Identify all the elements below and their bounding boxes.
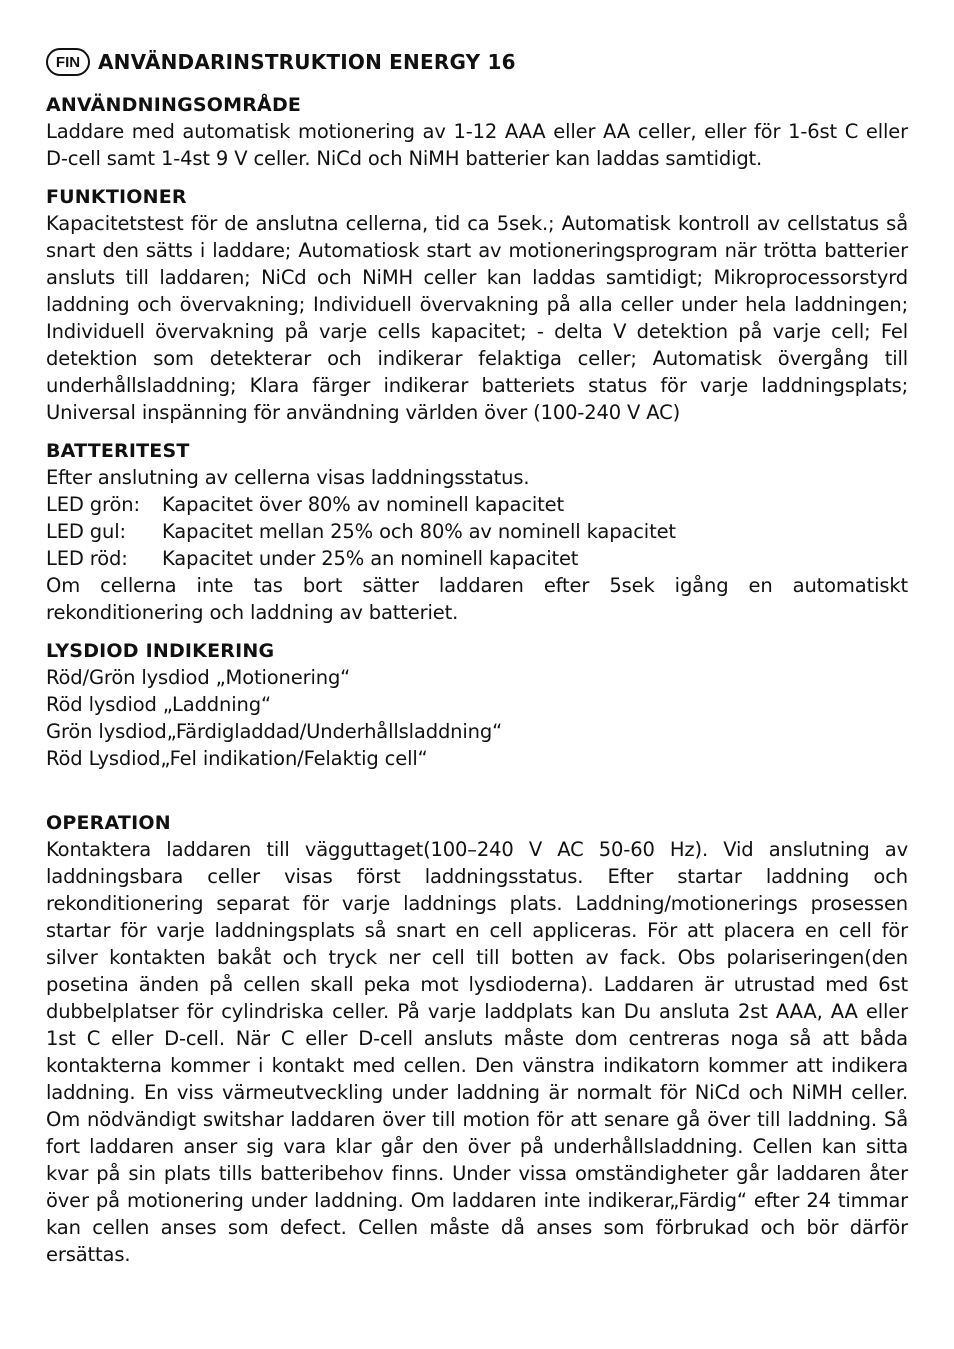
document-title: ANVÄNDARINSTRUKTION ENERGY 16	[98, 50, 516, 74]
led-indication-line: Röd Lysdiod„Fel indikation/Felaktig cell“	[46, 747, 428, 770]
led-label: LED grön:	[46, 493, 140, 516]
led-label: LED gul:	[46, 520, 126, 543]
section-text: Kontaktera laddaren till vägguttaget(100–240 V AC 50-60 Hz). Vid anslutning av laddningsbara celler visas först laddningsstatus. Efter startar laddning och rekonditionering separat för varje laddnings plats. Laddning/motionerings prosessen startar för varje laddningsplats så snart en cell appliceras. För att placera en cell för silver kontakten bakåt och tryck ner cell till botten av fack. Obs polariseringen(den posetina änden på cellen skall peka mot lysdioderna). Laddaren är utrustad med 6st dubbelplatser för cylindriska celler. På varje laddplats kan Du ansluta 2st AAA, AA eller 1st C eller D-cell. När C eller D-cell ansluts måste dom centreras noga så att båda kontakterna kommer i kontakt med cellen. Den vänstra indikatorn kommer att indikera laddning. En viss värmeutveckling under laddning är normalt för NiCd och NiMH celler. Om nödvändigt switshar laddaren över till motion för att senare gå över till laddning. Så fort laddaren anser sig vara klar går den över på underhållsladdning. Cellen kan sitta kvar på sin plats tills batteribehov finns. Under vissa omständigheter går laddaren åter över på motionering under laddning. Om laddaren inte indikerar„Färdig“ efter 24 timmar kan cellen anses som defect. Cellen måste då anses som förbrukad och bör därför ersättas.	[46, 838, 908, 1266]
section-heading: BATTERITEST	[46, 440, 190, 462]
battery-test-outro: Om cellerna inte tas bort sätter laddaren efter 5sek igång en automatiskt rekonditionering och laddning av batteriet.	[46, 574, 908, 624]
section-heading: ANVÄNDNINGSOMRÅDE	[46, 94, 302, 116]
led-description: Kapacitet mellan 25% och 80% av nominell kapacitet	[162, 520, 676, 543]
section-text: Kapacitetstest för de anslutna cellerna, tid ca 5sek.; Automatisk kontroll av cellstatus så snart den sätts i laddare; Automatiosk start av motioneringsprogram när trötta batterier ansluts till laddaren; NiCd och NiMH celler kan laddas samtidigt; Mikroprocessorstyrd laddning och övervakning; Individuell övervakning på alla celler under hela laddningen; Individuell övervakning på varje cells kapacitet; - delta V detektion på varje cell; Fel detektion som detekterar och indikerar felaktiga celler; Automatisk övergång till underhållsladdning; Klara färger indikerar batteriets status för varje laddningsplats; Universal inspänning för användning världen över (100-240 V AC)	[46, 212, 908, 424]
led-status-row	[46, 545, 908, 572]
spacer	[46, 784, 908, 810]
battery-test-intro: Efter anslutning av cellerna visas laddningsstatus.	[46, 466, 530, 489]
section-operation	[46, 810, 908, 1268]
led-description: Kapacitet över 80% av nominell kapacitet	[162, 493, 565, 516]
section-functions	[46, 184, 908, 426]
led-status-row	[46, 491, 908, 518]
section-battery-test	[46, 438, 908, 626]
section-text: Laddare med automatisk motionering av 1-12 AAA eller AA celler, eller för 1-6st C eller D-cell samt 1-4st 9 V celler. NiCd och NiMH batterier kan laddas samtidigt.	[46, 120, 908, 170]
section-heading: FUNKTIONER	[46, 186, 187, 208]
led-label: LED röd:	[46, 547, 128, 570]
section-usage	[46, 92, 908, 172]
led-indication-line: Röd lysdiod „Laddning“	[46, 693, 271, 716]
led-indication-line: Grön lysdiod„Färdigladdad/Underhållsladdning“	[46, 720, 503, 743]
section-led-indication	[46, 638, 908, 772]
language-badge: FIN	[46, 48, 90, 76]
section-heading: OPERATION	[46, 812, 171, 834]
led-indication-line: Röd/Grön lysdiod „Motionering“	[46, 666, 351, 689]
led-status-row	[46, 518, 908, 545]
led-description: Kapacitet under 25% an nominell kapacitet	[162, 547, 579, 570]
section-heading: LYSDIOD INDIKERING	[46, 640, 275, 662]
document-header	[46, 46, 908, 78]
